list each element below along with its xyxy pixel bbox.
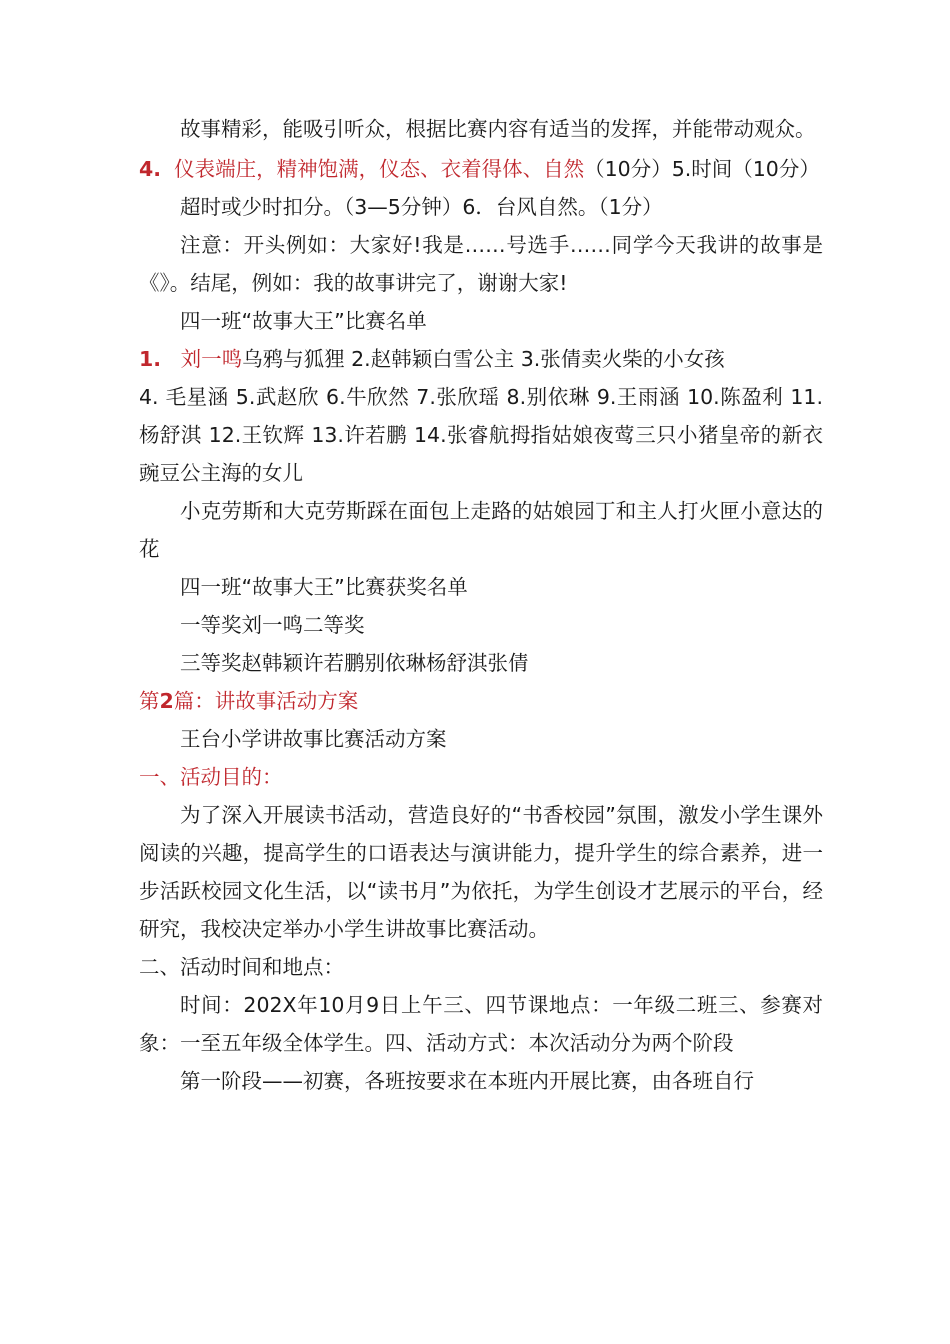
- paragraph: 为了深入开展读书活动，营造良好的“书香校园”氛围，激发小学生课外阅读的兴趣，提高学生的口语表达与演讲能力，提升学生的综合素养，进一步活跃校园文化生活，以“读书月”为依托，为学生创设才艺展示的平台，经研究，我校决定举办小学生讲故事比赛活动。: [139, 803, 823, 941]
- highlighted-text: 刘一鸣: [180, 347, 243, 371]
- list-number: 1.: [139, 347, 162, 371]
- list-title: 四一班“故事大王”比赛名单: [180, 309, 427, 333]
- section-heading: 二、活动时间和地点：: [139, 955, 344, 979]
- paragraph: 超时或少时扣分。（3—5分钟）6．台风自然。（1分）: [180, 195, 663, 219]
- document-page: [139, 110, 823, 1100]
- document-title: 王台小学讲故事比赛活动方案: [180, 727, 447, 751]
- paragraph-criteria: [139, 150, 823, 188]
- paragraph: 三等奖赵韩颖许若鹏别依琳杨舒淇张倩: [180, 651, 529, 675]
- paragraph-text: （10分）5.时间（10分）: [584, 157, 820, 181]
- paragraph: 一等奖刘一鸣二等奖: [180, 613, 365, 637]
- section-heading: [139, 682, 823, 720]
- paragraph: 小克劳斯和大克劳斯踩在面包上走路的姑娘园丁和主人打火匣小意达的花: [139, 499, 823, 561]
- paragraph: 第一阶段——初赛，各班按要求在本班内开展比赛，由各班自行: [180, 1069, 754, 1093]
- section-heading: 一、活动目的：: [139, 765, 283, 789]
- paragraph: 4. 毛星涵 5.武赵欣 6.牛欣然 7.张欣瑶 8.别依琳 9.王雨涵 10.陈盈利 11.杨舒淇 12.王钦辉 13.许若鹏 14.张睿航拇指姑娘夜莺三只小猪皇帝的新衣豌豆公主海的女儿: [139, 385, 823, 485]
- paragraph: 注意：开头例如：大家好!我是……号选手……同学今天我讲的故事是《》。结尾，例如：我的故事讲完了，谢谢大家!: [139, 233, 823, 295]
- paragraph: 时间：202X年10月9日上午三、四节课地点：一年级二班三、参赛对象：一至五年级全体学生。四、活动方式：本次活动分为两个阶段: [139, 993, 823, 1055]
- heading-number: 2: [159, 689, 174, 713]
- list-number: 4.: [139, 157, 162, 181]
- highlighted-text: 仪表端庄，精神饱满，仪态、衣着得体、自然: [174, 157, 585, 181]
- paragraph: 故事精彩，能吸引听众，根据比赛内容有适当的发挥，并能带动观众。: [180, 117, 816, 141]
- paragraph-text: 乌鸦与狐狸 2.赵韩颖白雪公主 3.张倩卖火柴的小女孩: [242, 347, 725, 371]
- heading-text: 篇：讲故事活动方案: [173, 689, 359, 713]
- paragraph-list: [139, 340, 823, 378]
- heading-text: 第: [139, 689, 160, 713]
- list-title: 四一班“故事大王”比赛获奖名单: [180, 575, 468, 599]
